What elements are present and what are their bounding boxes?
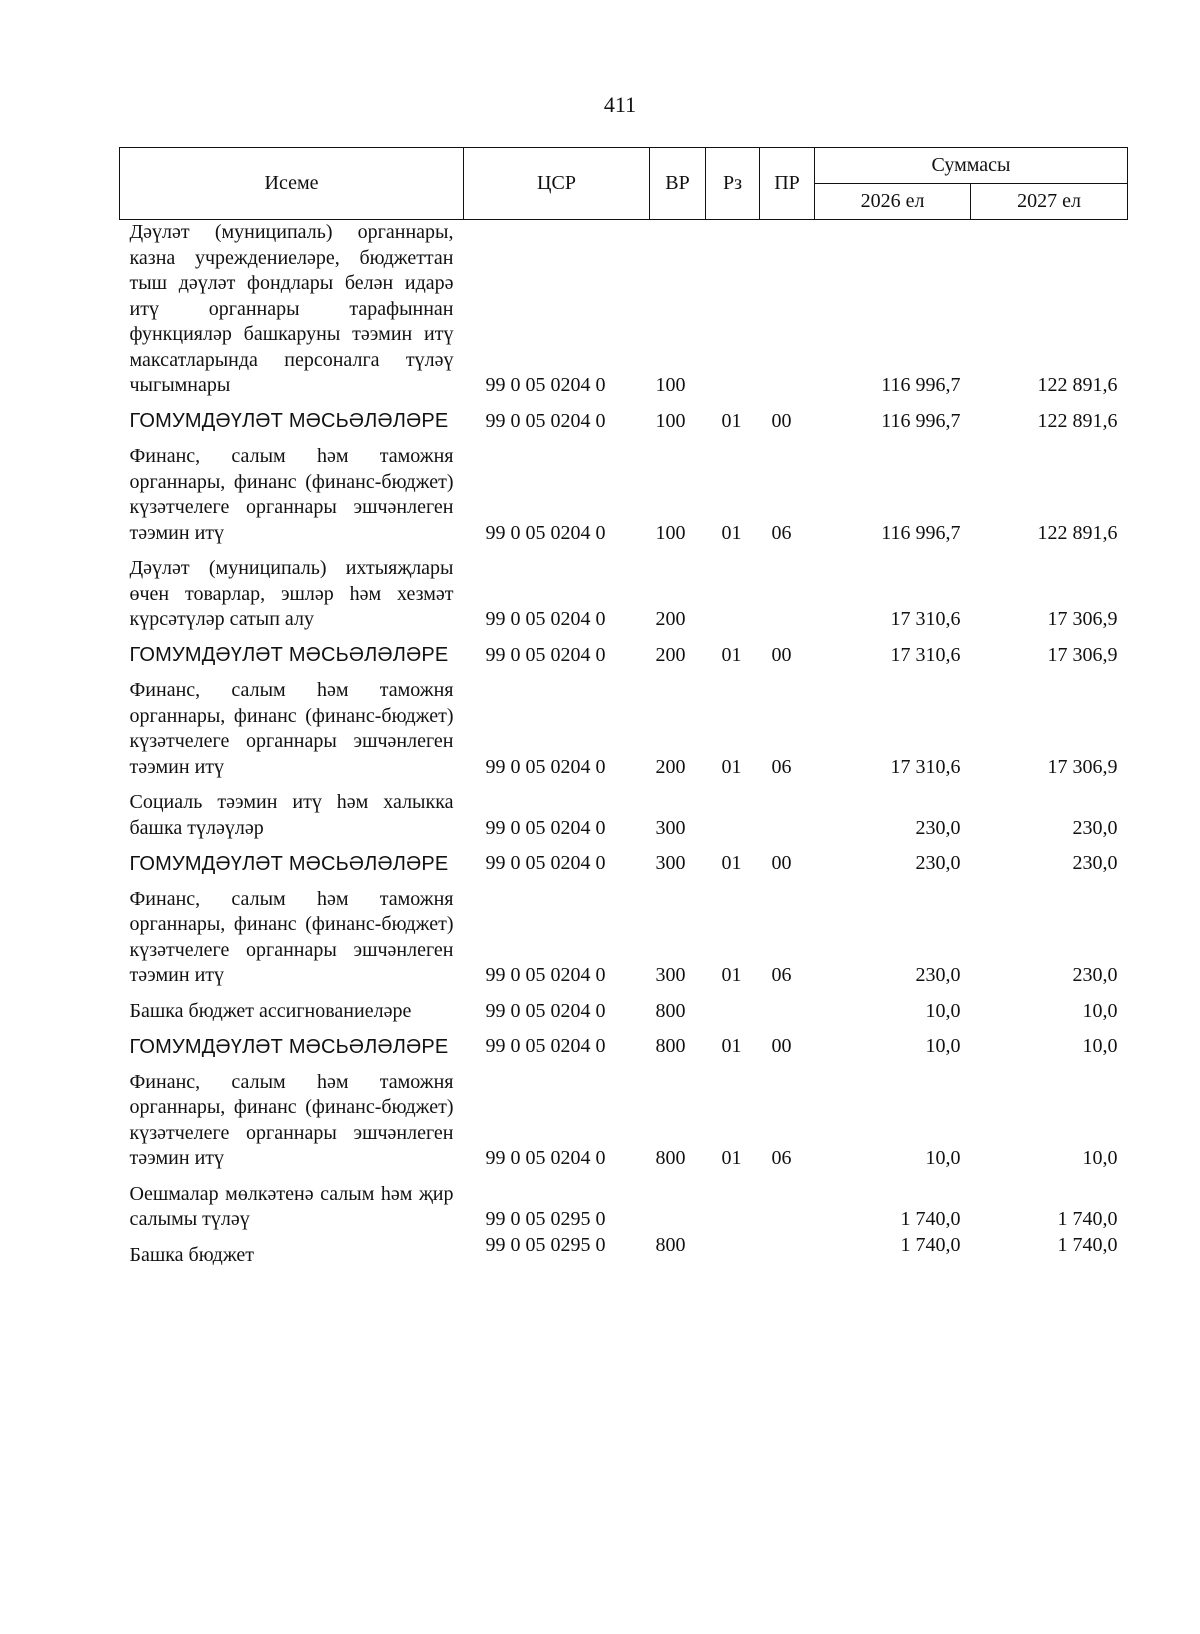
row-name: ГОМУМДӘҮЛӘТ МӘСЬӘЛӘЛӘРЕ [129, 852, 449, 875]
row-sum-2026: 17 310,6 [890, 755, 961, 778]
row-csr: 99 0 05 0204 0 [485, 1035, 606, 1057]
row-csr: 99 0 05 0204 0 [485, 374, 606, 396]
row-vr: 800 [655, 1035, 686, 1057]
row-rz [706, 546, 760, 633]
row-name: ГОМУМДӘҮЛӘТ МӘСЬӘЛӘЛӘРЕ [129, 1035, 449, 1058]
header-vr: ВР [650, 148, 706, 220]
table-row [120, 1060, 1128, 1172]
row-name: Социаль тәэмин итү һәм халыкка башка түләүләр [129, 791, 454, 839]
table-body [120, 220, 1128, 1269]
table-row [120, 668, 1128, 780]
table-row [120, 841, 1128, 877]
row-pr [760, 1233, 815, 1269]
row-vr: 100 [655, 521, 686, 544]
row-name: Дәүләт (муниципаль) ихтыяҗлары өчен товарлар, эшләр һәм хезмәт күрсәтүләр сатып алу [129, 557, 454, 630]
row-pr: 00 [771, 852, 792, 874]
table-row [120, 989, 1128, 1025]
row-rz [706, 1233, 760, 1269]
row-csr: 99 0 05 0204 0 [485, 999, 606, 1022]
row-vr: 300 [655, 964, 686, 986]
row-rz: 01 [721, 1147, 742, 1169]
row-sum-2027: 122 891,6 [1037, 409, 1118, 432]
row-rz: 01 [721, 755, 742, 778]
row-name: Финанс, салым һәм таможня органнары, финанс (финанс-бюджет) күзәтчелеге органнары эшчәнлеген тәэмин итү [129, 1070, 454, 1169]
row-sum-2026: 116 996,7 [881, 374, 961, 396]
row-name: Оешмалар мөлкәтенә салым һәм җир салымы түләү [129, 1182, 454, 1230]
table-row [120, 546, 1128, 633]
row-sum-2027: 17 306,9 [1047, 755, 1118, 778]
row-pr [760, 220, 815, 399]
row-rz: 01 [721, 964, 742, 986]
page-number: 411 [603, 92, 637, 117]
row-sum-2027: 122 891,6 [1037, 521, 1118, 544]
row-csr: 99 0 05 0204 0 [485, 964, 606, 986]
row-sum-2026: 10,0 [925, 1035, 961, 1057]
row-csr: 99 0 05 0204 0 [485, 608, 606, 630]
row-name: Дәүләт (муниципаль) органнары, казна учреждениеләре, бюджеттан тыш дәүләт фондлары белән идарә итү органнары тарафыннан функцияләр башкаруны тәэмин итү максатларында персоналга түләү чыгымнары [129, 221, 454, 396]
row-pr [760, 989, 815, 1025]
row-sum-2026: 10,0 [925, 999, 961, 1022]
row-vr: 300 [655, 852, 686, 874]
row-pr: 00 [771, 643, 792, 666]
row-rz: 01 [721, 1035, 742, 1057]
row-sum-2026: 230,0 [915, 964, 961, 986]
row-sum-2026: 230,0 [915, 816, 961, 839]
row-sum-2027: 10,0 [1082, 999, 1118, 1022]
row-sum-2027: 230,0 [1072, 816, 1118, 839]
row-sum-2027: 10,0 [1082, 1147, 1118, 1169]
row-sum-2027: 230,0 [1072, 964, 1118, 986]
row-sum-2026: 116 996,7 [881, 409, 961, 432]
row-csr: 99 0 05 0295 0 [485, 1233, 606, 1256]
row-csr: 99 0 05 0204 0 [485, 643, 606, 666]
row-rz [706, 1172, 760, 1233]
row-rz: 01 [721, 852, 742, 874]
row-pr: 00 [771, 1035, 792, 1057]
row-sum-2027: 17 306,9 [1047, 643, 1118, 666]
row-name: ГОМУМДӘҮЛӘТ МӘСЬӘЛӘЛӘРЕ [129, 644, 449, 666]
header-name: Исеме [120, 148, 464, 220]
row-csr: 99 0 05 0204 0 [485, 409, 606, 432]
row-csr: 99 0 05 0204 0 [485, 755, 606, 778]
row-rz [706, 220, 760, 399]
table-row [120, 220, 1128, 399]
row-pr [760, 1172, 815, 1233]
row-csr: 99 0 05 0204 0 [485, 1147, 606, 1169]
table-row [120, 1024, 1128, 1060]
row-pr [760, 546, 815, 633]
row-vr: 100 [655, 409, 686, 432]
row-pr: 06 [771, 755, 792, 778]
row-csr: 99 0 05 0295 0 [485, 1208, 606, 1230]
table-row [120, 399, 1128, 435]
row-sum-2026: 10,0 [925, 1147, 961, 1169]
header-csr: ЦСР [464, 148, 650, 220]
row-vr: 200 [655, 643, 686, 666]
row-name: Финанс, салым һәм таможня органнары, финанс (финанс-бюджет) күзәтчелеге органнары эшчәнлеген тәэмин итү [129, 679, 454, 778]
header-rz: Рз [706, 148, 760, 220]
header-year-2027: 2027 ел [971, 184, 1128, 220]
row-rz: 01 [721, 643, 742, 666]
table-header [120, 148, 1128, 220]
row-name: Башка бюджет [129, 1243, 255, 1266]
table-row [120, 434, 1128, 546]
row-vr: 300 [655, 816, 686, 839]
table-row [120, 633, 1128, 669]
row-vr: 800 [655, 1147, 686, 1169]
row-vr: 800 [655, 999, 686, 1022]
row-vr: 800 [655, 1233, 686, 1256]
row-sum-2027: 17 306,9 [1047, 608, 1118, 630]
table-row [120, 1233, 1128, 1269]
row-name: Финанс, салым һәм таможня органнары, финанс (финанс-бюджет) күзәтчелеге органнары эшчәнлеген тәэмин итү [129, 887, 454, 986]
row-csr: 99 0 05 0204 0 [485, 852, 606, 874]
table-row [120, 1172, 1128, 1233]
row-sum-2026: 230,0 [915, 852, 961, 874]
row-vr [650, 1172, 706, 1233]
row-csr: 99 0 05 0204 0 [485, 816, 606, 839]
row-rz [706, 780, 760, 841]
row-name: ГОМУМДӘҮЛӘТ МӘСЬӘЛӘЛӘРЕ [129, 410, 449, 432]
row-sum-2027: 1 740,0 [1057, 1208, 1118, 1230]
row-pr [760, 780, 815, 841]
table-row [120, 780, 1128, 841]
table-row [120, 877, 1128, 989]
row-sum-2026: 1 740,0 [900, 1208, 961, 1230]
row-vr: 200 [655, 608, 686, 630]
row-name: Башка бюджет ассигнованиеләре [129, 999, 412, 1022]
row-pr: 06 [771, 1147, 792, 1169]
row-pr: 00 [771, 409, 792, 432]
row-sum-2027: 122 891,6 [1037, 374, 1118, 396]
row-sum-2026: 116 996,7 [881, 521, 961, 544]
row-rz: 01 [721, 409, 742, 432]
budget-table [119, 147, 1128, 1268]
row-pr: 06 [771, 964, 792, 986]
row-rz [706, 989, 760, 1025]
row-sum-2026: 17 310,6 [890, 643, 961, 666]
row-vr: 100 [655, 374, 686, 396]
row-rz: 01 [721, 521, 742, 544]
header-sums: Суммасы [815, 148, 1128, 184]
row-sum-2026: 17 310,6 [890, 608, 961, 630]
row-sum-2027: 10,0 [1082, 1035, 1118, 1057]
row-sum-2026: 1 740,0 [900, 1233, 961, 1256]
row-sum-2027: 1 740,0 [1057, 1233, 1118, 1256]
row-csr: 99 0 05 0204 0 [485, 521, 606, 544]
header-pr: ПР [760, 148, 815, 220]
row-name: Финанс, салым һәм таможня органнары, финанс (финанс-бюджет) күзәтчелеге органнары эшчәнлеген тәэмин итү [129, 445, 454, 544]
row-pr: 06 [771, 521, 792, 544]
header-year-2026: 2026 ел [815, 184, 971, 220]
row-vr: 200 [655, 755, 686, 778]
row-sum-2027: 230,0 [1072, 852, 1118, 874]
